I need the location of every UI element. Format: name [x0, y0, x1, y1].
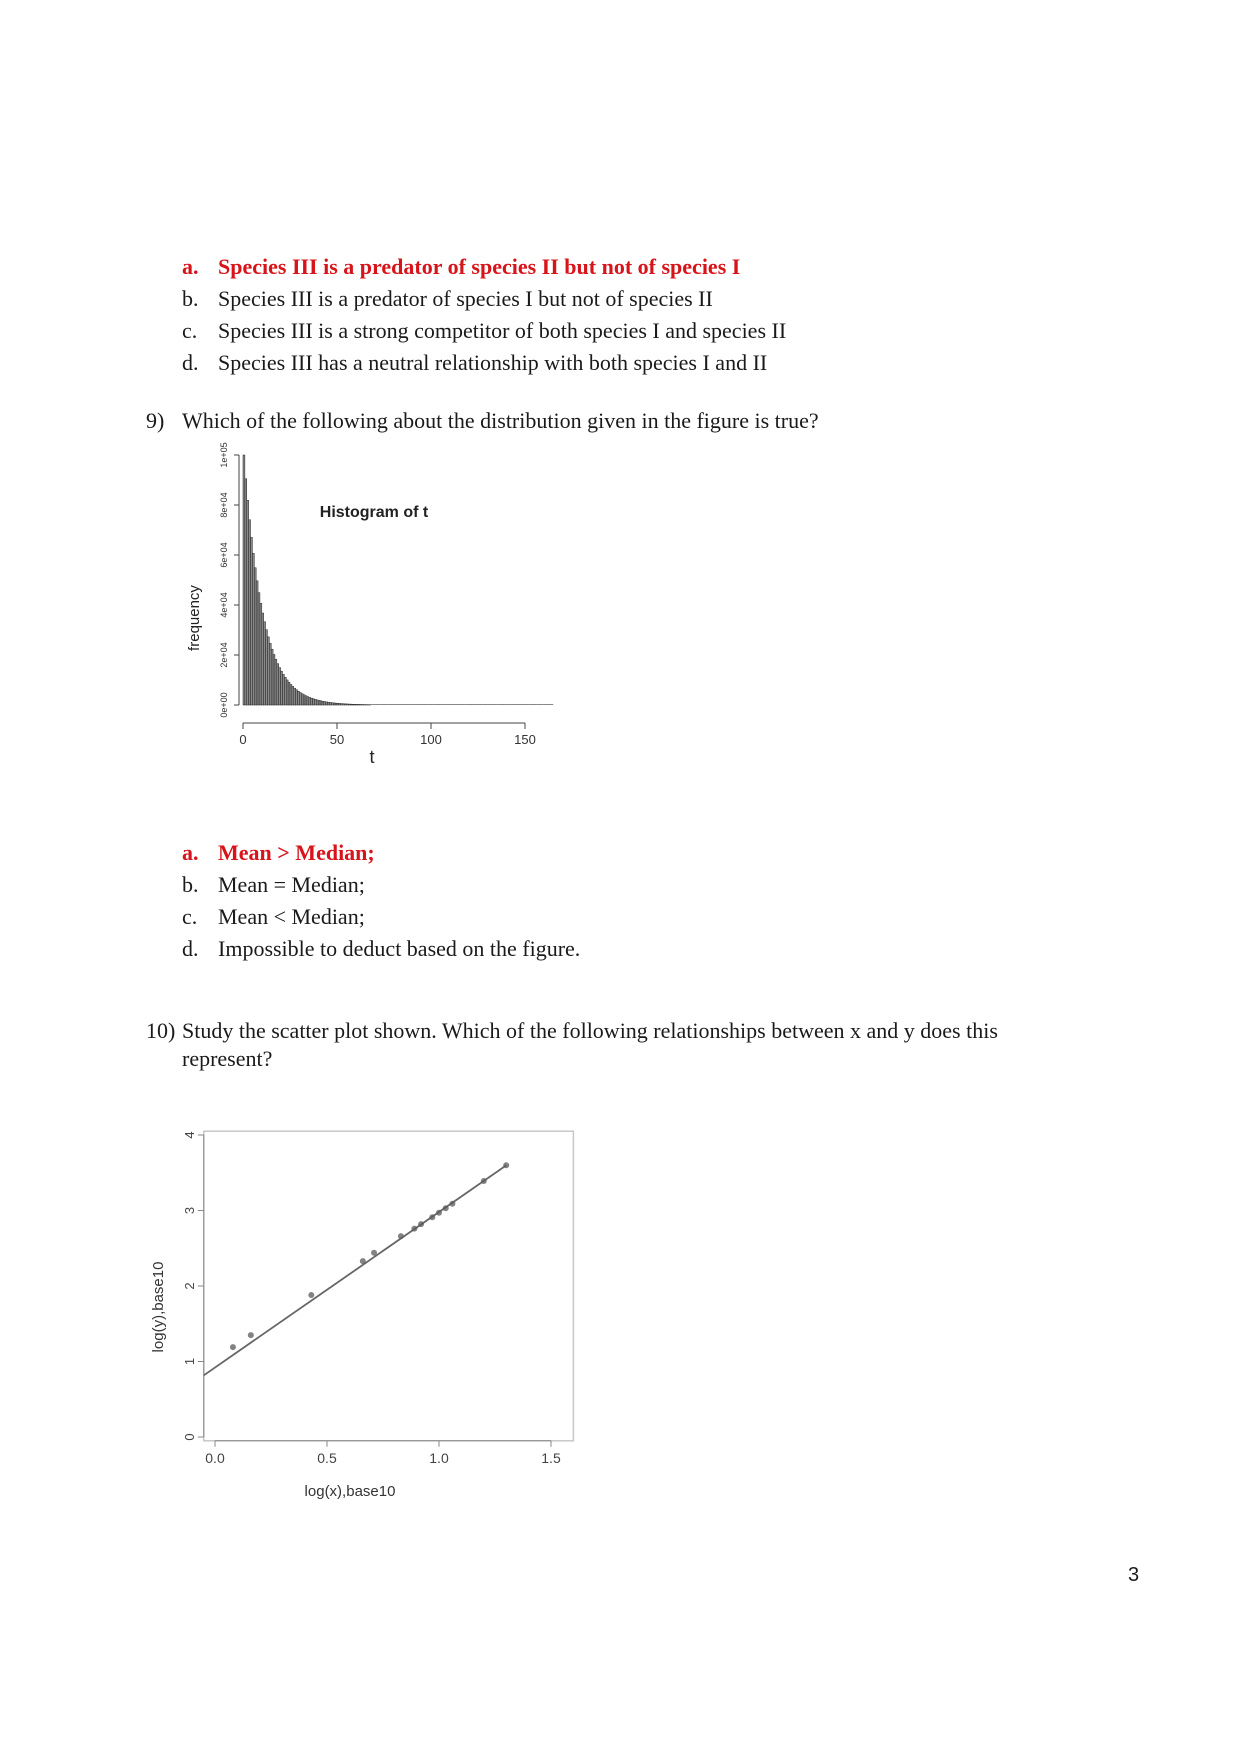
histogram-bar: [408, 704, 410, 705]
scatter-point: [436, 1210, 442, 1216]
histogram-bar: [450, 704, 452, 705]
histogram-bar: [335, 703, 337, 705]
histogram-bar: [516, 704, 518, 705]
histogram-bar: [470, 704, 472, 705]
histogram-bar: [525, 704, 527, 705]
histogram-bar: [480, 704, 482, 705]
histogram-bar: [452, 704, 454, 705]
option-text: Species III is a predator of species I but not of species II: [218, 286, 713, 311]
y-tick-label: 1: [181, 1357, 197, 1366]
histogram-bar: [380, 704, 382, 705]
scatter-point: [429, 1214, 435, 1220]
histogram-bar: [260, 603, 262, 705]
histogram-bar: [251, 537, 253, 705]
histogram-bar: [529, 704, 531, 705]
histogram-bar: [299, 693, 301, 705]
histogram-bar: [489, 704, 491, 705]
x-axis-label: t: [369, 747, 375, 767]
histogram-bar: [435, 704, 437, 705]
histogram-bar: [386, 704, 388, 705]
histogram-bar: [314, 699, 316, 705]
histogram-bar: [254, 568, 256, 705]
histogram-bar: [296, 690, 298, 705]
histogram-bar: [461, 704, 463, 705]
histogram-bar: [446, 704, 448, 705]
histogram-bar: [382, 704, 384, 705]
histogram-bar: [318, 700, 320, 705]
histogram-bar: [290, 684, 292, 705]
y-tick-label: 3: [181, 1206, 197, 1215]
histogram-bar: [243, 455, 245, 705]
x-axis-label: log(x),base10: [304, 1483, 396, 1500]
histogram-bar: [467, 704, 469, 705]
histogram-bar: [320, 701, 322, 705]
scatter-point: [371, 1250, 377, 1256]
question-text-line-2: represent?: [182, 1046, 273, 1071]
histogram-bar: [502, 704, 504, 705]
histogram-bar: [544, 704, 546, 705]
histogram-bar: [284, 677, 286, 705]
histogram-bar: [478, 704, 480, 705]
histogram-bar: [407, 704, 409, 705]
histogram-bar: [510, 704, 512, 705]
histogram-bar: [403, 704, 405, 705]
scatter-point: [503, 1162, 509, 1168]
chart-title: Histogram of t: [319, 504, 429, 521]
option-text: Mean < Median;: [218, 904, 365, 929]
option-label: d.: [182, 350, 199, 375]
histogram-bar: [469, 704, 471, 705]
histogram-bar: [499, 704, 501, 705]
option-label: b.: [182, 872, 199, 897]
histogram-bar: [392, 704, 394, 705]
histogram-bar: [341, 704, 343, 705]
histogram-bar: [262, 613, 264, 705]
histogram-bar: [277, 664, 279, 705]
histogram-bar: [311, 698, 313, 705]
histogram-bar: [534, 704, 536, 705]
question-text: Which of the following about the distribution given in the figure is true?: [182, 408, 819, 433]
histogram-bar: [433, 704, 435, 705]
histogram-bar: [536, 704, 538, 705]
histogram-bar: [512, 704, 514, 705]
histogram-bar: [504, 704, 506, 705]
histogram-bar: [329, 702, 331, 705]
histogram-bar: [292, 686, 294, 705]
histogram-bar: [429, 704, 431, 705]
histogram-bar: [307, 697, 309, 705]
histogram-bar: [249, 520, 251, 705]
histogram-bar: [286, 680, 288, 705]
histogram-bar: [281, 671, 283, 705]
histogram-bar: [258, 593, 260, 705]
histogram-bar: [337, 703, 339, 705]
histogram-bar: [519, 704, 521, 705]
histogram-bar: [465, 704, 467, 705]
histogram-bar: [542, 704, 544, 705]
histogram-bar: [390, 704, 392, 705]
histogram-bar: [294, 688, 296, 705]
histogram-bar: [279, 668, 281, 705]
regression-line: [204, 1165, 506, 1375]
histogram-bar: [482, 704, 484, 705]
scatter-point: [449, 1201, 455, 1207]
histogram-bar: [440, 704, 442, 705]
histogram-bar: [484, 704, 486, 705]
histogram-bar: [267, 637, 269, 705]
histogram-bar: [431, 704, 433, 705]
histogram-bar: [333, 703, 335, 705]
x-tick-label: 1.5: [541, 1449, 561, 1466]
histogram-bar: [549, 704, 551, 705]
histogram-bar: [420, 704, 422, 705]
histogram-bar: [252, 553, 254, 705]
histogram-bar: [309, 697, 311, 705]
y-tick-label: 1e+05: [219, 442, 229, 468]
histogram-bar: [410, 704, 412, 705]
histogram-bar: [384, 704, 386, 705]
histogram-bar: [360, 704, 362, 705]
histogram-bar: [305, 696, 307, 705]
histogram-bar: [437, 704, 439, 705]
x-tick-label: 1.0: [429, 1449, 449, 1466]
scatter-point: [230, 1344, 236, 1350]
y-tick-label: 4e+04: [219, 592, 229, 618]
scatter-point: [248, 1332, 254, 1338]
histogram-bar: [546, 704, 548, 705]
histogram-bar: [444, 704, 446, 705]
histogram-bar: [454, 704, 456, 705]
histogram-bar: [373, 704, 375, 705]
histogram-bar: [517, 704, 519, 705]
option-text: Mean = Median;: [218, 872, 365, 897]
histogram-bar: [412, 704, 414, 705]
histogram-bar: [313, 699, 315, 705]
histogram-bar: [422, 704, 424, 705]
histogram-bar: [322, 701, 324, 705]
histogram-bar: [346, 704, 348, 705]
histogram-bar: [326, 702, 328, 705]
histogram-bar: [354, 704, 356, 705]
y-tick-label: 6e+04: [219, 542, 229, 568]
histogram-bar: [551, 704, 553, 705]
histogram-bar: [331, 703, 333, 705]
scatter-point: [398, 1233, 404, 1239]
y-tick-label: 8e+04: [219, 492, 229, 518]
histogram-bar: [486, 704, 488, 705]
histogram-bar: [474, 704, 476, 705]
y-axis-label: frequency: [186, 585, 203, 651]
option-label: d.: [182, 936, 199, 961]
histogram-bar: [247, 500, 249, 705]
histogram-bar: [388, 704, 390, 705]
histogram-bar: [427, 704, 429, 705]
histogram-bar: [521, 704, 523, 705]
histogram-bar: [288, 682, 290, 705]
option-label: a.: [182, 840, 199, 865]
histogram-bar: [352, 704, 354, 705]
x-tick-label: 50: [329, 732, 345, 747]
option-text: Species III has a neutral relationship with both species I and II: [218, 350, 768, 375]
histogram-bar: [523, 704, 525, 705]
question-number: 9): [146, 408, 165, 433]
y-tick-label: 0e+00: [219, 692, 229, 718]
histogram-bar: [506, 704, 508, 705]
scatter-point: [411, 1226, 417, 1232]
histogram-bar: [316, 700, 318, 705]
histogram-bar: [399, 704, 401, 705]
x-tick-label: 0: [239, 732, 247, 747]
y-tick-label: 0: [181, 1433, 197, 1441]
histogram-bar: [356, 704, 358, 705]
option-text: Mean > Median;: [218, 840, 375, 865]
histogram-bar: [324, 702, 326, 705]
histogram-bar: [303, 695, 305, 705]
histogram-bar: [269, 643, 271, 705]
histogram-bar: [476, 704, 478, 705]
histogram-bar: [339, 703, 341, 705]
x-tick-label: 150: [514, 732, 536, 747]
histogram-bar: [423, 704, 425, 705]
histogram-bar: [298, 691, 300, 705]
option-label: c.: [182, 318, 198, 343]
histogram-bar: [395, 704, 397, 705]
option-label: c.: [182, 904, 198, 929]
histogram-bar: [397, 704, 399, 705]
scatter-point: [308, 1292, 314, 1298]
histogram-bar: [245, 479, 247, 705]
scatter-point: [418, 1221, 424, 1227]
histogram-bar: [425, 704, 427, 705]
histogram-bar: [266, 630, 268, 705]
histogram-bar: [497, 704, 499, 705]
histogram-bar: [538, 704, 540, 705]
histogram-bar: [463, 704, 465, 705]
histogram-bar: [533, 704, 535, 705]
y-tick-label: 4: [181, 1131, 197, 1139]
page-number: 3: [1128, 1564, 1140, 1586]
histogram-bar: [495, 704, 497, 705]
histogram-bar: [301, 694, 303, 705]
x-tick-label: 0.5: [317, 1449, 337, 1466]
histogram-bar: [282, 674, 284, 705]
option-text: Species III is a strong competitor of both species I and species II: [218, 318, 787, 343]
histogram-bar: [448, 704, 450, 705]
histogram-bar: [514, 704, 516, 705]
scatter-point: [481, 1178, 487, 1184]
x-tick-label: 0.0: [205, 1449, 225, 1466]
option-text: Impossible to deduct based on the figure.: [218, 936, 581, 961]
histogram-bar: [416, 704, 418, 705]
histogram-bar: [256, 581, 258, 705]
histogram-bar: [350, 704, 352, 705]
histogram-bar: [459, 704, 461, 705]
histogram-bars: [243, 455, 553, 705]
scatter-point: [360, 1258, 366, 1264]
y-tick-label: 2: [181, 1282, 197, 1290]
option-label: a.: [182, 254, 199, 279]
histogram-bar: [531, 704, 533, 705]
histogram-bar: [405, 704, 407, 705]
histogram-bar: [271, 649, 273, 705]
histogram-bar: [527, 704, 529, 705]
histogram-bar: [273, 655, 275, 705]
histogram-bar: [264, 622, 266, 705]
x-tick-label: 100: [420, 732, 442, 747]
histogram-bar: [493, 704, 495, 705]
scatter-plot-chart: [140, 1115, 580, 1505]
histogram-bar: [418, 704, 420, 705]
histogram-bar: [487, 704, 489, 705]
y-axis-label: log(y),base10: [150, 1261, 167, 1353]
histogram-bar: [371, 704, 373, 705]
histogram-bar: [378, 704, 380, 705]
histogram-bar: [491, 704, 493, 705]
y-tick-label: 2e+04: [219, 642, 229, 668]
plot-frame: [204, 1131, 574, 1441]
histogram-bar: [376, 704, 378, 705]
histogram-bar: [548, 704, 550, 705]
histogram-bar: [345, 704, 347, 705]
option-text: Species III is a predator of species II but not of species I: [218, 254, 741, 279]
histogram-bar: [414, 704, 416, 705]
histogram-bar: [501, 704, 503, 705]
histogram-bar: [457, 704, 459, 705]
histogram-bar: [472, 704, 474, 705]
question-text-line-1: Study the scatter plot shown. Which of the following relationships between x and y does this: [182, 1018, 998, 1043]
histogram-bar: [401, 704, 403, 705]
histogram-bar: [348, 704, 350, 705]
histogram-bar: [275, 659, 277, 705]
histogram-bar: [375, 704, 377, 705]
histogram-bar: [455, 704, 457, 705]
question-number: 10): [146, 1018, 176, 1043]
histogram-bar: [442, 704, 444, 705]
histogram-bar: [439, 704, 441, 705]
histogram-bar: [328, 702, 330, 705]
option-label: b.: [182, 286, 199, 311]
histogram-bar: [393, 704, 395, 705]
scatter-point: [443, 1205, 449, 1211]
histogram-chart: [176, 442, 586, 830]
histogram-bar: [508, 704, 510, 705]
histogram-bar: [343, 704, 345, 705]
histogram-bar: [540, 704, 542, 705]
histogram-bar: [358, 704, 360, 705]
